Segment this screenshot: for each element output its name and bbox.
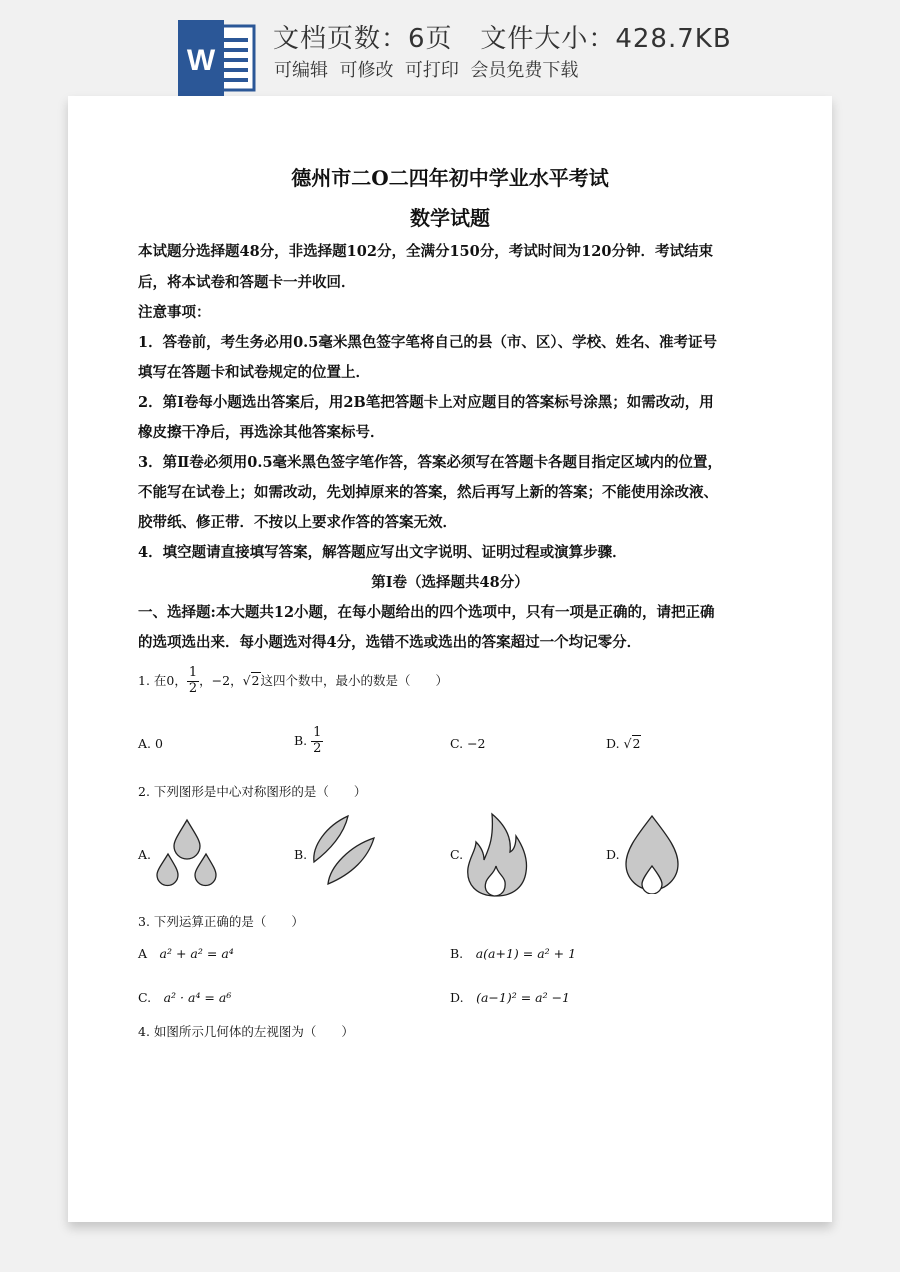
notice-1a: 1．答卷前，考生务必用0.5毫米黑色签字笔将自己的县（市、区）、学校、姓名、准考证号 <box>138 334 718 351</box>
q2-option-a: A. <box>138 847 152 862</box>
notice-2b: 橡皮擦干净后，再选涂其他答案标号． <box>138 424 385 441</box>
two-leaves-figure <box>308 814 380 886</box>
notice-2a: 2．第Ⅰ卷每小题选出答案后，用2B笔把答题卡上对应题目的答案标号涂黑；如需改动，用 <box>138 394 714 411</box>
q1-option-d: D. √2 <box>606 736 641 751</box>
q1-prefix: 1. 在0， <box>138 672 187 688</box>
part1-line-1: 一、选择题:本大题共12小题，在每小题给出的四个选项中，只有一项是正确的，请把正确 <box>138 604 715 621</box>
document-page <box>68 96 832 1222</box>
banner-info <box>273 18 732 55</box>
notice-3c: 胶带纸、修正带．不按以上要求作答的答案无效． <box>138 514 457 531</box>
q1-sqrt: √2 <box>242 672 260 688</box>
question-2-stem: 2. 下列图形是中心对称图形的是（ ） <box>138 784 367 799</box>
q1-option-c: C. −2 <box>450 736 486 751</box>
question-4-stem: 4. 如图所示几何体的左视图为（ ） <box>138 1024 354 1039</box>
section-heading: 第Ⅰ卷（选择题共48分） <box>371 574 529 591</box>
question-3-stem: 3. 下列运算正确的是（ ） <box>138 914 304 929</box>
q1-option-a: A. 0 <box>138 736 163 751</box>
three-drops-figure <box>154 818 224 890</box>
q2-option-d: D. <box>606 847 620 862</box>
intro-line-1: 本试题分选择题48分，非选择题102分，全满分150分，考试时间为120分钟．考试结束 <box>138 243 713 260</box>
word-document-icon <box>178 20 258 96</box>
part1-line-2: 的选项选出来．每小题选对得4分，选错不选或选出的答案超过一个均记零分． <box>138 634 642 651</box>
exam-title: 德州市二O二四年初中学业水平考试 <box>291 166 609 190</box>
q3-option-a: A a² + a² = a⁴ <box>138 946 234 961</box>
notice-heading: 注意事项： <box>138 304 211 321</box>
q2-option-c: C. <box>450 847 464 862</box>
page-count: 文档页数：6页 <box>273 24 453 54</box>
q3-option-d: D. (a−1)² = a² −1 <box>450 990 571 1005</box>
q3-option-c: C. a² · a⁴ = a⁶ <box>138 990 232 1005</box>
notice-3a: 3．第Ⅱ卷必须用0.5毫米黑色签字笔作答，答案必须写在答题卡各题目指定区域内的位置， <box>138 454 723 471</box>
flame-figure <box>462 810 530 898</box>
q1-option-b: B. $\frac{1}{2}$ <box>294 725 322 756</box>
question-1-stem <box>138 666 448 697</box>
candle-flame-figure <box>624 814 680 894</box>
q3-option-b: B. a(a+1) = a² + 1 <box>450 946 577 961</box>
q1-mid: ，−2， <box>199 672 243 688</box>
intro-line-2: 后，将本试卷和答题卡一并收回． <box>138 274 356 291</box>
file-size: 文件大小：428.7KB <box>480 24 732 54</box>
notice-4: 4．填空题请直接填写答案，解答题应写出文字说明、证明过程或演算步骤． <box>138 544 627 561</box>
notice-1b: 填写在答题卡和试卷规定的位置上． <box>138 364 370 381</box>
exam-subtitle: 数学试题 <box>410 206 490 230</box>
notice-3b: 不能写在试卷上；如需改动，先划掉原来的答案，然后再写上新的答案；不能使用涂改液、 <box>138 484 718 501</box>
banner-features: 可编辑 可修改 可打印 会员免费下载 <box>274 60 579 81</box>
word-icon-letter: W <box>186 44 216 77</box>
q1-suffix: 这四个数中，最小的数是（ ） <box>260 672 449 688</box>
q1-fraction: $\frac{1}{2}$ <box>188 665 198 696</box>
q2-option-b: B. <box>294 847 308 862</box>
header-banner <box>0 0 900 96</box>
